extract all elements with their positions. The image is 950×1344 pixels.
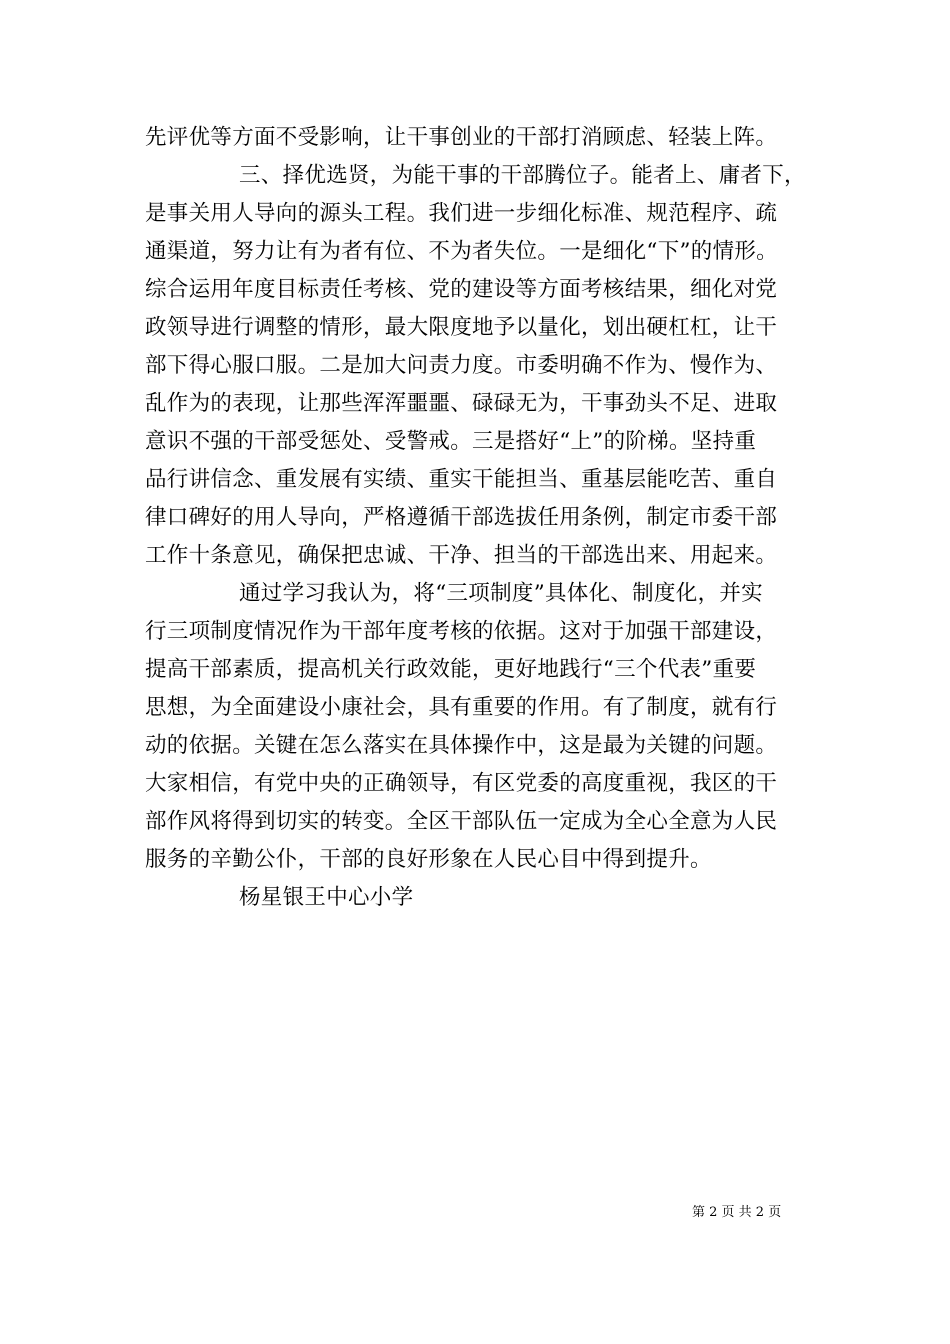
- text-line: 服务的辛勤公仆，干部的良好形象在人民心目中得到提升。: [145, 847, 712, 872]
- text-line: 大家相信，有党中央的正确领导，有区党委的高度重视，我区的干: [145, 771, 778, 796]
- text-line: 意识不强的干部受惩处、受警戒。三是搭好“上”的阶梯。坚持重: [145, 429, 757, 454]
- text-line: 通过学习我认为，将“三项制度”具体化、制度化，并实: [239, 581, 763, 606]
- text-line: 行三项制度情况作为干部年度考核的依据。这对于加强干部建设，: [145, 619, 778, 644]
- text-line: 思想，为全面建设小康社会，具有重要的作用。有了制度，就有行: [145, 695, 778, 720]
- text-line: 部作风将得到切实的转变。全区干部队伍一定成为全心全意为人民: [145, 809, 778, 834]
- text-line: 部下得心服口服。二是加大问责力度。市委明确不作为、慢作为、: [145, 353, 778, 378]
- text-line: 先评优等方面不受影响，让干事创业的干部打消顾虑、轻装上阵。: [145, 125, 778, 150]
- page-number-footer: 第 2 页 共 2 页: [692, 1205, 782, 1220]
- text-line: 工作十条意见，确保把忠诚、干净、担当的干部选出来、用起来。: [145, 543, 778, 568]
- signature-line: 杨星银王中心小学: [239, 885, 414, 910]
- text-line: 乱作为的表现，让那些浑浑噩噩、碌碌无为，干事劲头不足、进取: [145, 391, 778, 416]
- text-line: 是事关用人导向的源头工程。我们进一步细化标准、规范程序、疏: [145, 201, 778, 226]
- text-line: 律口碑好的用人导向，严格遵循干部选拔任用条例，制定市委干部: [145, 505, 778, 530]
- text-line: 提高干部素质，提高机关行政效能，更好地践行“三个代表”重要: [145, 657, 757, 682]
- text-line: 动的依据。关键在怎么落实在具体操作中，这是最为关键的问题。: [145, 733, 778, 758]
- text-line: 三、择优选贤，为能干事的干部腾位子。能者上、庸者下，: [239, 163, 806, 188]
- text-line: 品行讲信念、重发展有实绩、重实干能担当、重基层能吃苦、重自: [145, 467, 778, 492]
- text-line: 综合运用年度目标责任考核、党的建设等方面考核结果，细化对党: [145, 277, 778, 302]
- text-line: 通渠道，努力让有为者有位、不为者失位。一是细化“下”的情形。: [145, 239, 778, 264]
- text-line: 政领导进行调整的情形，最大限度地予以量化，划出硬杠杠，让干: [145, 315, 778, 340]
